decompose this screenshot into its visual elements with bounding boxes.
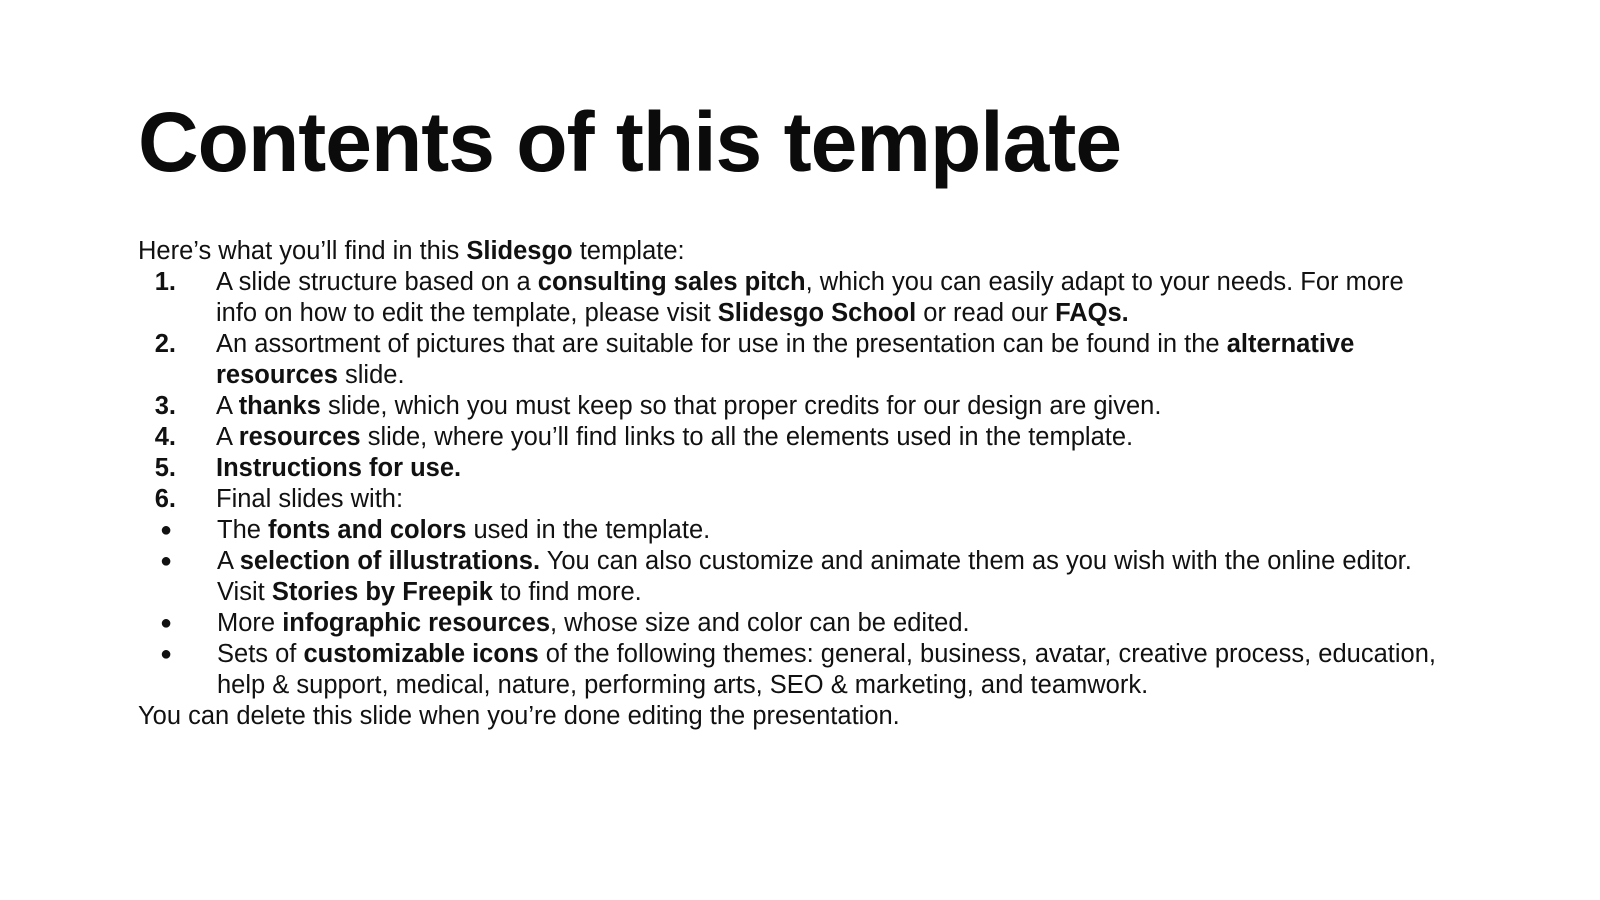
bullet-item: ● A selection of illustrations. You can also customize and animate them as you wish with the online editor. Visit Stories by Freepik to find more. (160, 547, 1412, 606)
list-item: 5. Instructions for use. (138, 453, 1448, 484)
intro-bold: Slidesgo (466, 237, 573, 265)
list-item: 6. Final slides with: ● The fonts and colors used in the template. ● A selection of illustrations. You can also customize and animate them as you wish with the online editor. Visit Stories by Freepik to find more. ● More infographic resources, whose size and color can be edited. ● Sets of customizable icons of the following themes: general, business, avatar, creative process, education, help & support, medical, nature, performing arts, SEO & marketing, and teamwork. (138, 484, 1448, 701)
list-item: 1. A slide structure based on a consulting sales pitch, which you can easily adapt to your needs. For more info on how to edit the template, please visit Slidesgo School or read our FAQs. (138, 267, 1448, 329)
slide-body (138, 236, 1448, 732)
faqs-link: FAQs. (1055, 299, 1129, 327)
item-number: 5. (154, 454, 176, 482)
outro-text: You can delete this slide when you’re done editing the presentation. (138, 702, 900, 730)
slide-title: Contents of this template (138, 95, 1122, 189)
bullet-dot-icon: ● (160, 519, 173, 541)
bullet-dot-icon: ● (160, 643, 173, 665)
bullet-item: ● The fonts and colors used in the template. (160, 516, 711, 544)
list-item: 3. A thanks slide, which you must keep so that proper credits for our design are given. (138, 391, 1448, 422)
intro-text: Here’s what you’ll find in this Slidesgo template: (138, 237, 685, 265)
bullet-dot-icon: ● (160, 550, 173, 572)
item-number: 4. (154, 423, 176, 451)
contents-list (138, 267, 1448, 701)
bullet-item: ● More infographic resources, whose size and color can be edited. (160, 609, 970, 637)
final-slides-list (138, 515, 1448, 701)
bullet-item: ● Sets of customizable icons of the following themes: general, business, avatar, creative process, education, help & support, medical, nature, performing arts, SEO & marketing, and teamwork. (160, 640, 1436, 699)
bullet-dot-icon: ● (160, 612, 173, 634)
list-item: 2. An assortment of pictures that are suitable for use in the presentation can be found in the alternative resources slide. (138, 329, 1448, 391)
item-number: 2. (154, 330, 176, 358)
list-item: 4. A resources slide, where you’ll find links to all the elements used in the template. (138, 422, 1448, 453)
stories-by-freepik-link: Stories by Freepik (271, 578, 493, 606)
item-number: 3. (154, 392, 176, 420)
item-number: 6. (154, 485, 176, 513)
slidesgo-school-link: Slidesgo School (717, 299, 917, 327)
item-number: 1. (154, 268, 176, 296)
